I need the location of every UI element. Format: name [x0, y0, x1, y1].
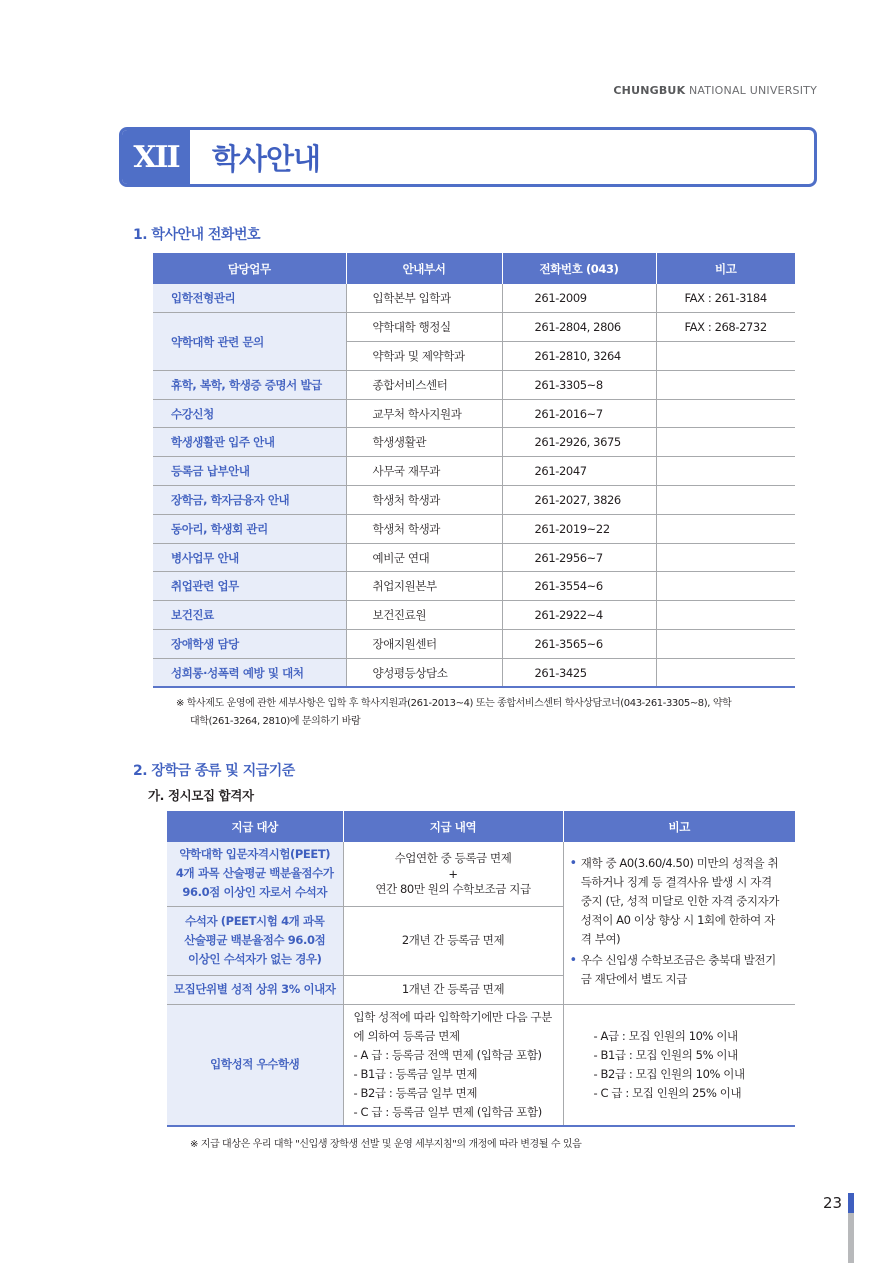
table-row [153, 457, 795, 486]
task-cell: 휴학, 복학, 학생증 증명서 발급 [153, 370, 346, 399]
column-header: 전화번호 (043) [502, 253, 656, 284]
phone-cell: 261-2027, 3826 [502, 486, 656, 515]
phone-cell: 261-2009 [502, 284, 656, 313]
dept-cell: 종합서비스센터 [346, 370, 502, 399]
target-cell: 약학대학 입문자격시험(PEET) 4개 과목 산술평균 백분율점수가 96.0점 이상인 자로서 수석자 [167, 842, 343, 906]
phone-cell: 261-2804, 2806 [502, 313, 656, 342]
note-cell [656, 399, 795, 428]
section2-subheading: 가. 정시모집 합격자 [148, 788, 254, 803]
note-cell [656, 601, 795, 630]
table-row [153, 572, 795, 601]
note-cell [656, 428, 795, 457]
dept-cell: 취업지원본부 [346, 572, 502, 601]
phone-cell: 261-2047 [502, 457, 656, 486]
scholarship-table [167, 811, 795, 1127]
phone-cell: 261-2922~4 [502, 601, 656, 630]
dept-cell: 학생생활관 [346, 428, 502, 457]
dept-cell: 양성평등상담소 [346, 658, 502, 687]
task-cell: 보건진료 [153, 601, 346, 630]
note-cell [656, 658, 795, 687]
note-cell: FAX : 261-3184 [656, 284, 795, 313]
task-cell: 동아리, 학생회 관리 [153, 514, 346, 543]
bullet-icon: • [569, 953, 577, 969]
note-cell [563, 842, 795, 1004]
list-item: • 우수 신입생 수학보조금은 충북대 발전기금 재단에서 별도 지급 [570, 951, 786, 989]
note-cell [656, 572, 795, 601]
note-cell [656, 457, 795, 486]
dept-cell: 학생처 학생과 [346, 514, 502, 543]
detail-cell: 입학 성적에 따라 입학학기에만 다음 구분 에 의하여 등록금 면제 - A 급 : 등록금 전액 면제 (입학금 포함) - B1급 : 등록금 일부 면제 - B2급 : 등록금 일부 면제 - C 급 : 등록금 일부 면제 (입학금 포함) [343, 1004, 563, 1126]
detail-cell: 1개년 간 등록금 면제 [343, 975, 563, 1004]
note-cell [656, 342, 795, 371]
column-header: 안내부서 [346, 253, 502, 284]
university-header: CHUNGBUK NATIONAL UNIVERSITY [613, 84, 817, 97]
table-row [167, 1004, 795, 1126]
page-number: 23 [823, 1194, 843, 1212]
note-cell [656, 514, 795, 543]
table-row [153, 514, 795, 543]
table-row [153, 370, 795, 399]
task-cell: 취업관련 업무 [153, 572, 346, 601]
bullet-icon: • [569, 856, 577, 872]
column-header: 비고 [656, 253, 795, 284]
section1-footnote: ※ 학사제도 운영에 관한 세부사항은 입학 후 학사지원과(261-2013~4) 또는 종합서비스센터 학사상담코너(043-261-3305~8), 약학 대학(261-3264, 2810)에 문의하기 바람 [176, 698, 732, 727]
chapter-number: XII [122, 130, 190, 184]
note-cell [656, 543, 795, 572]
phone-cell: 261-2956~7 [502, 543, 656, 572]
section2-footnote: ※ 지급 대상은 우리 대학 "신입생 장학생 선발 및 운영 세부지침"의 개정에 따라 변경될 수 있음 [190, 1139, 582, 1150]
note-cell [656, 630, 795, 659]
dept-cell: 학생처 학생과 [346, 486, 502, 515]
column-header: 지급 대상 [167, 811, 343, 842]
column-header: 비고 [563, 811, 795, 842]
table-row [153, 630, 795, 659]
task-cell: 학생생활관 입주 안내 [153, 428, 346, 457]
list-item: • 재학 중 A0(3.60/4.50) 미만의 성적을 취득하거나 징계 등 결격사유 발생 시 자격 중지 (단, 성적 미달로 인한 자격 중지자가 성적이 A0 이상 향상 시 1회에 한하여 자격 부여) [570, 854, 786, 949]
phone-table-header [153, 253, 795, 284]
phone-cell: 261-3305~8 [502, 370, 656, 399]
page-marker-bar-grey [848, 1213, 854, 1263]
scholarship-table-header [167, 811, 795, 842]
task-cell: 약학대학 관련 문의 [153, 313, 346, 371]
phone-cell: 261-3554~6 [502, 572, 656, 601]
column-header: 지급 내역 [343, 811, 563, 842]
dept-cell: 사무국 재무과 [346, 457, 502, 486]
task-cell: 수강신청 [153, 399, 346, 428]
phone-cell: 261-3565~6 [502, 630, 656, 659]
table-row [153, 658, 795, 687]
chapter-banner [119, 127, 817, 187]
dept-cell: 보건진료원 [346, 601, 502, 630]
task-cell: 입학전형관리 [153, 284, 346, 313]
note-cell: FAX : 268-2732 [656, 313, 795, 342]
target-cell: 수석자 (PEET시험 4개 과목 산술평균 백분율점수 96.0점 이상인 수석자가 없는 경우) [167, 906, 343, 975]
phone-cell: 261-2926, 3675 [502, 428, 656, 457]
column-header: 담당업무 [153, 253, 346, 284]
task-cell: 장애학생 담당 [153, 630, 346, 659]
chapter-title: 학사안내 [212, 141, 321, 176]
target-cell: 모집단위별 성적 상위 3% 이내자 [167, 975, 343, 1004]
phone-cell: 261-2810, 3264 [502, 342, 656, 371]
note-cell: - A급 : 모집 인원의 10% 이내 - B1급 : 모집 인원의 5% 이내 - B2급 : 모집 인원의 10% 이내 - C 급 : 모집 인원의 25% 이내 [563, 1004, 795, 1126]
table-row [153, 399, 795, 428]
table-row [153, 486, 795, 515]
dept-cell: 약학대학 행정실 [346, 313, 502, 342]
task-cell: 장학금, 학자금융자 안내 [153, 486, 346, 515]
note-cell [656, 486, 795, 515]
detail-cell: 2개년 간 등록금 면제 [343, 906, 563, 975]
target-cell: 입학성적 우수학생 [167, 1004, 343, 1126]
table-row [153, 601, 795, 630]
table-row [153, 313, 795, 342]
page-marker-bar [848, 1193, 854, 1213]
section1-heading: 1. 학사안내 전화번호 [133, 227, 260, 243]
table-row [153, 284, 795, 313]
note-cell [656, 370, 795, 399]
table-row [153, 428, 795, 457]
detail-cell: 수업연한 중 등록금 면제 + 연간 80만 원의 수학보조금 지급 [343, 842, 563, 906]
phone-cell: 261-2019~22 [502, 514, 656, 543]
table-row [153, 543, 795, 572]
table-row [167, 842, 795, 906]
phone-cell: 261-3425 [502, 658, 656, 687]
dept-cell: 예비군 연대 [346, 543, 502, 572]
task-cell: 등록금 납부안내 [153, 457, 346, 486]
dept-cell: 장애지원센터 [346, 630, 502, 659]
dept-cell: 입학본부 입학과 [346, 284, 502, 313]
dept-cell: 교무처 학사지원과 [346, 399, 502, 428]
section2-heading: 2. 장학금 종류 및 지급기준 [133, 763, 295, 779]
task-cell: 성희롱·성폭력 예방 및 대처 [153, 658, 346, 687]
task-cell: 병사업무 안내 [153, 543, 346, 572]
phone-table [153, 253, 795, 688]
dept-cell: 약학과 및 제약학과 [346, 342, 502, 371]
phone-cell: 261-2016~7 [502, 399, 656, 428]
